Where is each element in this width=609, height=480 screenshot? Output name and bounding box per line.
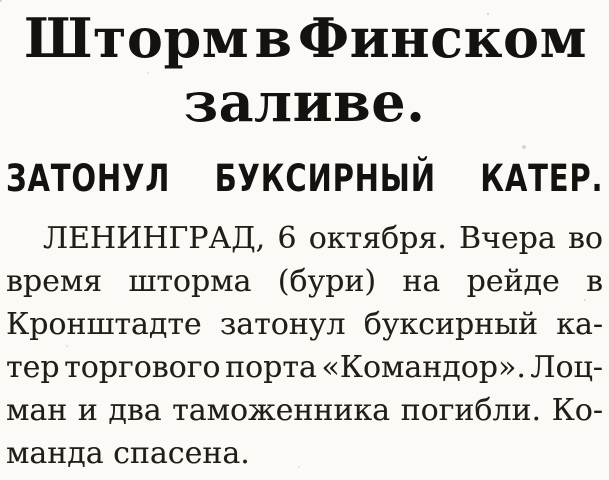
- word: в: [586, 264, 603, 299]
- word: затонул: [219, 307, 346, 342]
- word: октября.: [308, 221, 447, 256]
- word: погибли.: [400, 393, 541, 428]
- word: ЗАТОНУЛ: [6, 157, 171, 200]
- word: Вчера: [459, 221, 556, 256]
- subheadline: [0, 158, 609, 200]
- word: ман: [6, 393, 68, 428]
- body-line-2: [6, 260, 603, 303]
- word: Кронштадте: [6, 307, 202, 342]
- word: рейде: [466, 264, 560, 299]
- subheadline-text: [6, 158, 603, 200]
- word: в: [254, 6, 293, 70]
- body-line-6: манда спасена.: [6, 436, 250, 471]
- article-body: [0, 217, 609, 475]
- headline-line-1: [0, 6, 609, 70]
- word: (бури): [277, 264, 377, 299]
- headline: [0, 6, 609, 134]
- word: Ко-: [551, 393, 603, 428]
- headline-line-2: заливе.: [183, 70, 426, 134]
- word: время: [6, 264, 103, 299]
- word: Шторм: [24, 6, 250, 70]
- word: торгового: [64, 350, 221, 385]
- word: буксирный: [363, 307, 539, 342]
- word: и: [77, 393, 98, 428]
- word: БУКСИРНЫЙ: [214, 157, 436, 200]
- word: 6: [277, 221, 297, 256]
- word: КАТЕР.: [480, 157, 604, 200]
- body-line-3: [6, 303, 603, 346]
- word: во: [568, 221, 603, 256]
- word: «Командор».: [321, 350, 526, 385]
- word: Лоц-: [530, 350, 603, 385]
- word: ка-: [556, 307, 603, 342]
- word: шторма: [128, 264, 252, 299]
- body-line-5: [6, 389, 603, 432]
- word: таможенника: [172, 393, 391, 428]
- word: порта: [225, 350, 317, 385]
- word: тер: [6, 350, 60, 385]
- word: ЛЕНИНГРАД,: [43, 221, 266, 256]
- body-line-1: [6, 217, 603, 260]
- word: два: [108, 393, 162, 428]
- word: на: [402, 264, 441, 299]
- word: Финском: [297, 6, 587, 70]
- body-line-4: [6, 346, 603, 389]
